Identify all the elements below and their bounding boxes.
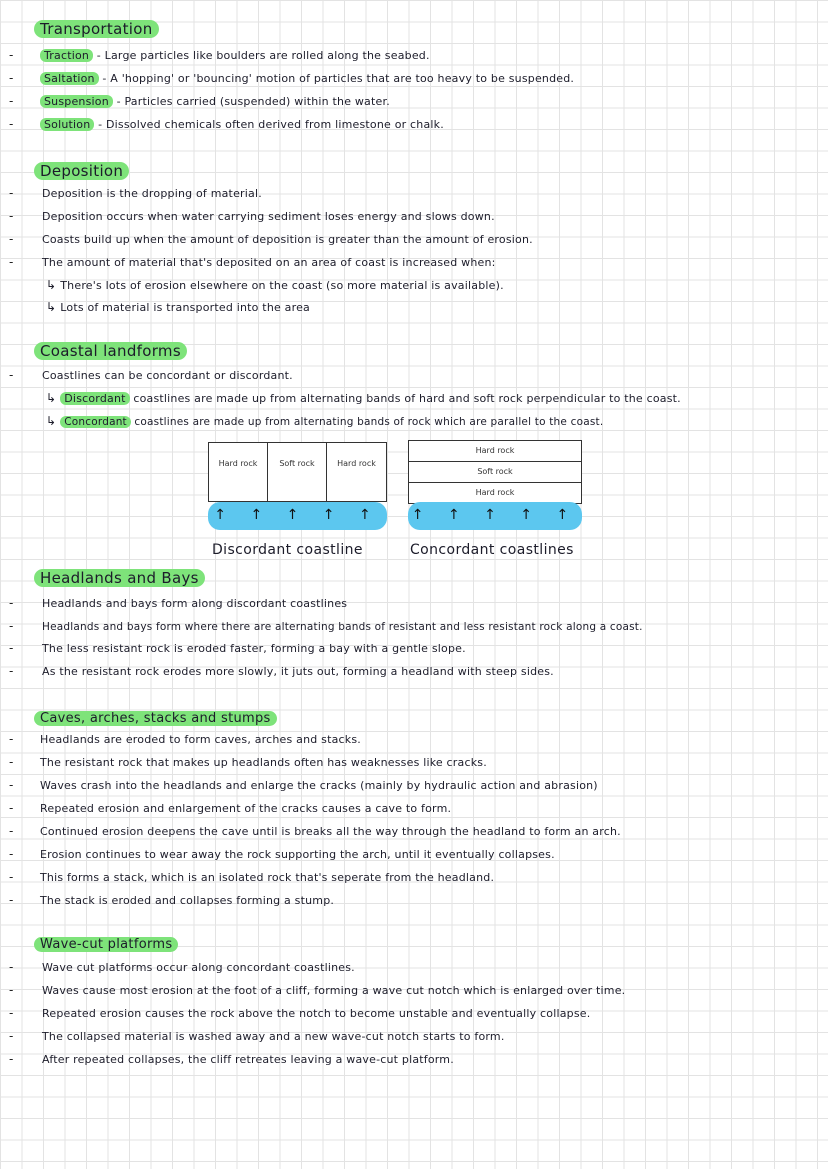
bullet-dash: - <box>9 664 14 678</box>
wavecut-heading <box>34 932 178 956</box>
list-item: Erosion continues to wear away the rock supporting the arch, until it eventually collapses. <box>40 848 555 861</box>
sub-item-text: Lots of material is transported into the area <box>60 301 310 314</box>
list-item: Deposition is the dropping of material. <box>42 187 262 200</box>
discordant-diagram <box>208 442 388 532</box>
list-item: Waves cause most erosion at the foot of a cliff, forming a wave cut notch which is enlarged over time. <box>42 984 626 997</box>
bullet-dash: - <box>9 870 14 884</box>
sub-item <box>46 390 681 407</box>
bullet-dash: - <box>9 117 14 131</box>
list-item: As the resistant rock erodes more slowly, it juts out, forming a headland with steep sides. <box>42 665 554 678</box>
landforms-heading <box>34 340 187 362</box>
rock-layer: Hard rock <box>475 488 515 497</box>
caves-heading <box>34 706 277 730</box>
sub-item <box>46 277 504 294</box>
list-item: Repeated erosion and enlargement of the cracks causes a cave to form. <box>40 802 452 815</box>
definition: Particles carried (suspended) within the water. <box>124 95 390 108</box>
bullet-dash: - <box>9 732 14 746</box>
rock-band: Hard rock <box>337 459 376 468</box>
term-discordant: Discordant <box>60 392 129 405</box>
list-item: The collapsed material is washed away and a new wave-cut notch starts to form. <box>42 1030 505 1043</box>
list-item: Headlands and bays form where there are alternating bands of resistant and less resistant rock along a coast. <box>42 621 643 633</box>
term-concordant: Concordant <box>60 416 131 428</box>
sub-item-text: coastlines are made up from alternating bands of hard and soft rock perpendicular to the coast. <box>129 392 681 405</box>
bullet-dash: - <box>9 232 14 246</box>
sub-item-text: coastlines are made up from alternating bands of rock which are parallel to the coast. <box>130 416 604 428</box>
landforms-title: Coastal landforms <box>34 342 187 360</box>
bullet-dash: - <box>9 847 14 861</box>
concordant-diagram <box>408 440 584 532</box>
list-item <box>40 71 574 87</box>
bullet-dash: - <box>9 824 14 838</box>
definition: Dissolved chemicals often derived from limestone or chalk. <box>105 118 444 131</box>
sea-arrows: ↑ ↑ ↑ ↑ ↑ <box>208 502 387 530</box>
discordant-caption: Discordant coastline <box>212 542 363 558</box>
rock-layer: Hard rock <box>409 441 581 462</box>
rock-band: Soft rock <box>268 443 327 501</box>
term-solution: Solution <box>40 118 94 131</box>
bullet-dash: - <box>9 801 14 815</box>
list-item: After repeated collapses, the cliff retreates leaving a wave-cut platform. <box>42 1053 454 1066</box>
rock-bands <box>208 442 387 502</box>
list-item: Waves crash into the headlands and enlarge the cracks (mainly by hydraulic action and abrasion) <box>40 779 598 792</box>
separator: - <box>112 95 125 108</box>
list-item: The less resistant rock is eroded faster, forming a bay with a gentle slope. <box>42 642 466 655</box>
bullet-dash: - <box>9 368 14 382</box>
bullet-dash: - <box>9 596 14 610</box>
caves-title: Caves, arches, stacks and stumps <box>34 711 277 726</box>
list-item: Headlands are eroded to form caves, arches and stacks. <box>40 733 361 746</box>
sub-item <box>46 413 603 430</box>
list-item: Deposition occurs when water carrying sediment loses energy and slows down. <box>42 210 495 223</box>
bullet-dash: - <box>9 71 14 85</box>
bullet-dash: - <box>9 209 14 223</box>
concordant-caption: Concordant coastlines <box>410 542 574 558</box>
list-item: The resistant rock that makes up headlands often has weaknesses like cracks. <box>40 756 487 769</box>
term-traction: Traction <box>40 49 93 62</box>
bullet-dash: - <box>9 255 14 269</box>
sub-arrow-icon: ↳ <box>46 414 57 428</box>
list-item: The amount of material that's deposited on an area of coast is increased when: <box>42 256 496 269</box>
deposition-title: Deposition <box>34 162 129 180</box>
list-item <box>40 117 444 133</box>
headlands-heading <box>34 567 205 589</box>
rock-layer: Soft rock <box>409 462 581 483</box>
bullet-dash: - <box>9 778 14 792</box>
wavecut-title: Wave-cut platforms <box>34 937 178 952</box>
term-saltation: Saltation <box>40 72 99 85</box>
transportation-title: Transportation <box>34 20 159 38</box>
list-item: Headlands and bays form along discordant coastlines <box>42 597 348 610</box>
separator: - <box>98 72 111 85</box>
bullet-dash: - <box>9 48 14 62</box>
sub-item-text: There's lots of erosion elsewhere on the coast (so more material is available). <box>60 279 504 292</box>
bullet-dash: - <box>9 619 14 633</box>
list-item <box>40 94 390 110</box>
list-item: Repeated erosion causes the rock above the notch to become unstable and eventually collapse. <box>42 1007 591 1020</box>
rock-layers <box>408 440 582 504</box>
separator: - <box>94 118 106 131</box>
definition: Large particles like boulders are rolled along the seabed. <box>104 49 430 62</box>
term-suspension: Suspension <box>40 95 113 108</box>
transportation-heading <box>34 18 159 40</box>
list-item: Wave cut platforms occur along concordant coastlines. <box>42 961 355 974</box>
list-item: Continued erosion deepens the cave until is breaks all the way through the headland to form an arch. <box>40 825 621 838</box>
list-item: Coasts build up when the amount of deposition is greater than the amount of erosion. <box>42 233 533 246</box>
bullet-dash: - <box>9 186 14 200</box>
separator: - <box>93 49 105 62</box>
sub-arrow-icon: ↳ <box>46 391 57 405</box>
sub-arrow-icon: ↳ <box>46 278 57 292</box>
bullet-dash: - <box>9 641 14 655</box>
sea-arrows: ↑ ↑ ↑ ↑ ↑ <box>408 502 582 530</box>
deposition-heading <box>34 160 129 182</box>
bullet-dash: - <box>9 1029 14 1043</box>
list-item <box>40 48 430 64</box>
bullet-dash: - <box>9 1006 14 1020</box>
bullet-dash: - <box>9 960 14 974</box>
rock-band: Hard rock <box>209 443 268 501</box>
bullet-dash: - <box>9 983 14 997</box>
sub-item <box>46 299 310 316</box>
list-item: The stack is eroded and collapses forming a stump. <box>40 894 335 907</box>
list-item: This forms a stack, which is an isolated rock that's seperate from the headland. <box>40 871 495 884</box>
bullet-dash: - <box>9 94 14 108</box>
definition: A 'hopping' or 'bouncing' motion of particles that are too heavy to be suspended. <box>110 72 575 85</box>
headlands-title: Headlands and Bays <box>34 569 205 587</box>
bullet-dash: - <box>9 755 14 769</box>
bullet-dash: - <box>9 893 14 907</box>
bullet-dash: - <box>9 1052 14 1066</box>
list-item: Coastlines can be concordant or discordant. <box>42 369 293 382</box>
sub-arrow-icon: ↳ <box>46 300 57 314</box>
